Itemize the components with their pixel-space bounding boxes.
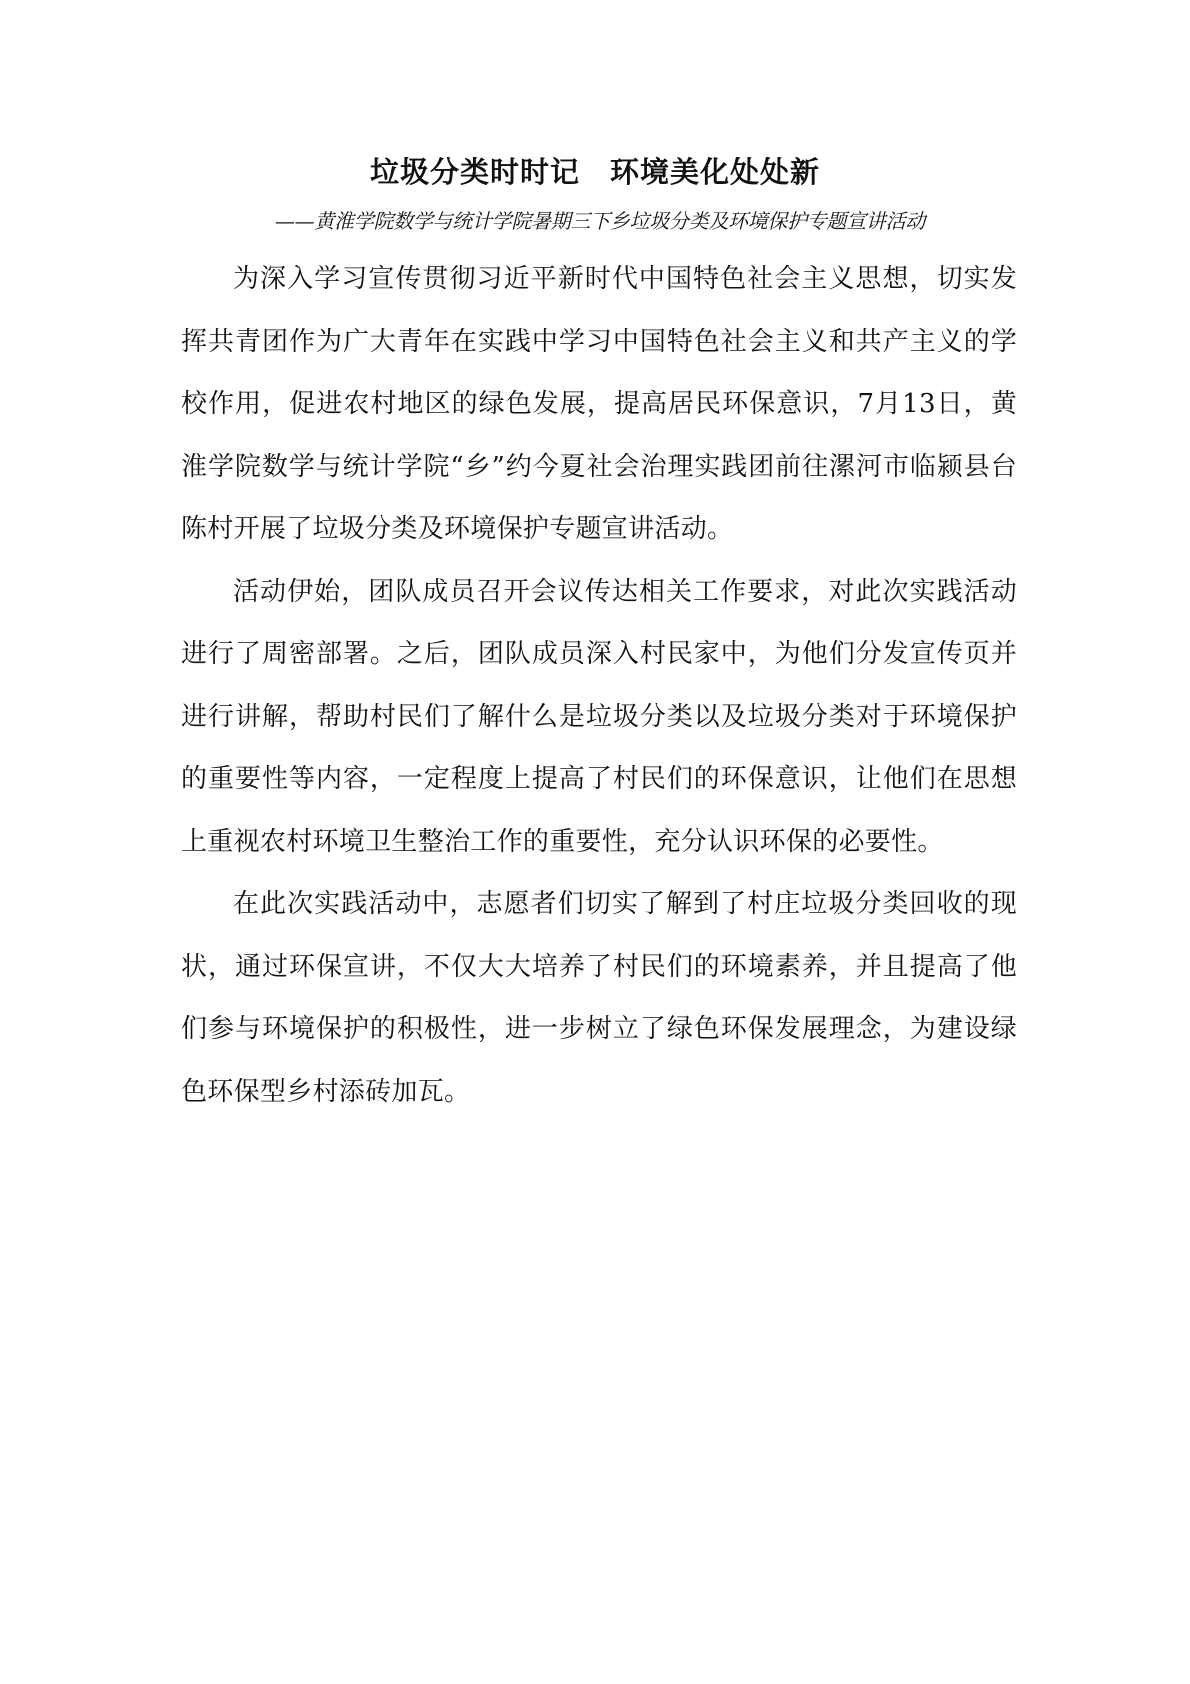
document-title: 垃圾分类时时记 环境美化处处新 [369, 155, 820, 189]
paragraph-3: 在此次实践活动中，志愿者们切实了解到了村庄垃圾分类回收的现状，通过环保宣讲，不仅大大培养了村民们的环境素养，并且提高了他们参与环境保护的积极性，进一步树立了绿色环保发展理念，为建设绿色环保型乡村添砖加瓦。 [181, 889, 1017, 1107]
document-subtitle: ——黄淮学院数学与统计学院暑期三下乡垃圾分类及环境保护专题宣讲活动 [274, 209, 926, 233]
paragraph-1: 为深入学习宣传贯彻习近平新时代中国特色社会主义思想，切实发挥共青团作为广大青年在实践中学习中国特色社会主义和共产主义的学校作用，促进农村地区的绿色发展，提高居民环保意识，7月13日，黄淮学院数学与统计学院“乡”约今夏社会治理实践团前往漯河市临颍县台陈村开展了垃圾分类及环境保护专题宣讲活动。 [181, 264, 1017, 544]
paragraph-2: 活动伊始，团队成员召开会议传达相关工作要求，对此次实践活动进行了周密部署。之后，团队成员深入村民家中，为他们分发宣传页并进行讲解，帮助村民们了解什么是垃圾分类以及垃圾分类对于环境保护的重要性等内容，一定程度上提高了村民们的环保意识，让他们在思想上重视农村环境卫生整治工作的重要性，充分认识环保的必要性。 [181, 576, 1017, 857]
document-body [181, 248, 1017, 1123]
